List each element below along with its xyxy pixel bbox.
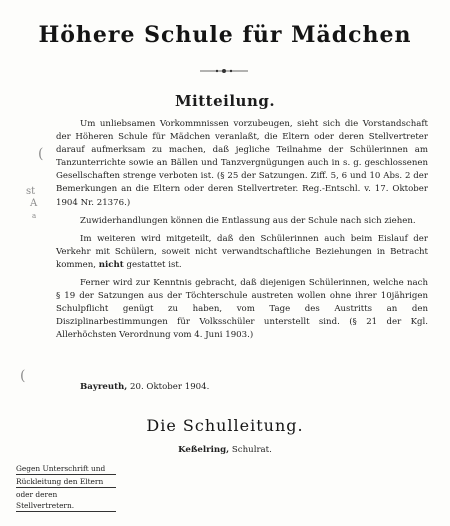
school-title: Höhere Schule für Mädchen: [38, 22, 412, 48]
margin-mark: A: [30, 198, 38, 209]
margin-mark: a: [32, 212, 37, 220]
paragraph-3-text-end: gestattet ist.: [126, 259, 182, 270]
ornament-divider: [200, 68, 248, 74]
notice-paragraph-2: Zuwiderhandlungen können die Entlassung aus der Schule nach sich ziehen.: [80, 215, 416, 226]
signer: [0, 445, 450, 455]
margin-mark: (: [38, 146, 44, 162]
footnote: [16, 463, 116, 513]
footnote-line-3: oder deren Stellvertretern.: [16, 489, 116, 512]
margin-mark: (: [20, 368, 26, 384]
footnote-line-2: Rückleitung den Eltern: [16, 476, 116, 488]
signer-role: Schulrat.: [231, 445, 272, 455]
place: Bayreuth,: [80, 382, 128, 392]
notice-paragraph-3: [56, 233, 428, 272]
place-date: [80, 382, 209, 392]
notice-heading: Mitteilung.: [174, 92, 276, 110]
margin-mark: st: [26, 186, 36, 197]
signature-heading: Die Schulleitung.: [146, 416, 304, 435]
emphasis-nicht: nicht: [98, 259, 124, 270]
footnote-line-1: Gegen Unterschrift und: [16, 463, 116, 475]
signer-name: Keßelring,: [178, 445, 230, 455]
notice-paragraph-4: Ferner wird zur Kenntnis gebracht, daß diejenigen Schülerinnen, welche nach § 19 der Satzungen aus der Töchterschule austreten wollen ohne ihrer 10jährigen Schulpflicht genügt zu haben, vom Tage des Austritts an den Disziplinarbestimmungen für Volksschüler unterstellt sind. (§ 21 der Kgl. Allerhöchsten Verordnung vom 4. Juni 1903.): [56, 278, 428, 341]
notice-body: [56, 118, 428, 348]
date: 20. Oktober 1904.: [130, 382, 210, 392]
notice-paragraph-1: Um unliebsamen Vorkommnissen vorzubeugen, sieht sich die Vorstandschaft der Höheren Schule für Mädchen veranlaßt, die Eltern oder deren Stellvertreter darauf aufmerksam zu machen, daß jegliche Teilnahme der Schülerinnen am Tanzunterrichte sowie an Bällen und Tanzvergnügungen auch in s. g. geschlossenen Gesellschaften strenge verboten ist. (§ 25 der Satzungen. Ziff. 5, 6 und 10 Abs. 2 der Bemerkungen an die Eltern oder deren Stellvertreter. Reg.-Entschl. v. 17. Oktober 1904 Nr. 21376.): [56, 119, 428, 208]
paragraph-3-text: Im weiteren wird mitgeteilt, daß den Schülerinnen auch beim Eislauf der Verkehr mit Schülern, soweit nicht verwandtschaftliche Beziehungen in Betracht kommen,: [56, 233, 428, 270]
